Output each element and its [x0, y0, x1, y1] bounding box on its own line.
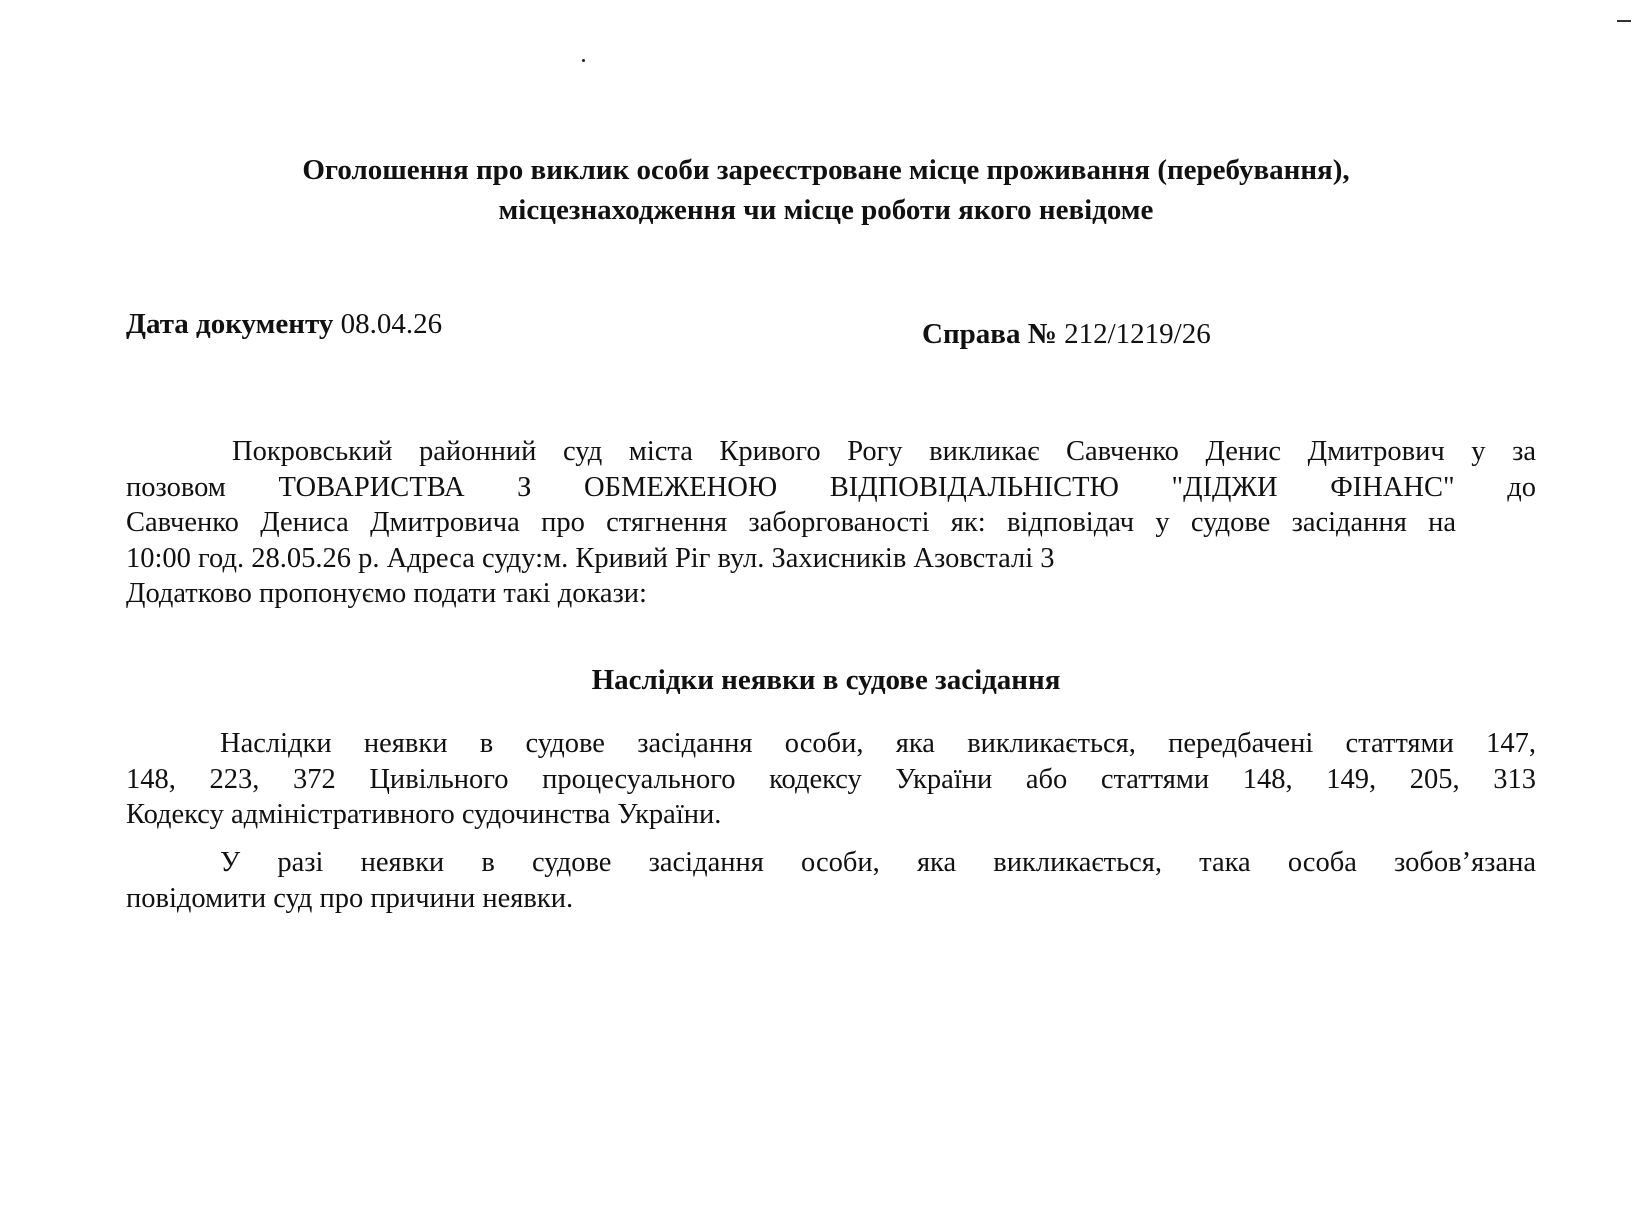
- date-label: Дата документу: [126, 308, 334, 340]
- consequences-paragraph: [126, 726, 1536, 833]
- date-value: 08.04.26: [340, 308, 443, 340]
- consequences-line: Кодексу адміністративного судочинства України.: [126, 799, 722, 830]
- summons-line: 10:00 год. 28.05.26 р. Адреса суду:м. Кривий Ріг вул. Захисників Азовсталі 3: [126, 542, 1055, 574]
- consequences-line: Наслідки неявки в судове засідання особи, яка викликається, передбачені статтями 147,: [220, 728, 1536, 759]
- case-number: [922, 318, 1211, 351]
- notice-paragraph: [126, 845, 1536, 916]
- scan-speck: [582, 59, 585, 62]
- title-line-1: Оголошення про виклик особи зареєстроване місце проживання (перебування),: [302, 154, 1350, 186]
- summons-line: Додатково пропонуємо подати такі докази:: [126, 578, 647, 609]
- summons-paragraph: [126, 434, 1536, 612]
- case-label: Справа №: [922, 318, 1057, 350]
- summons-line: Савченко Дениса Дмитровича про стягнення заборгованості як: відповідач у судове засідання на: [126, 507, 1456, 538]
- document-title: [0, 150, 1652, 230]
- summons-line: Покровський районний суд міста Кривого Рогу викликає Савченко Денис Дмитрович у за: [232, 436, 1536, 467]
- title-line-2: місцезнаходження чи місце роботи якого невідоме: [498, 194, 1154, 226]
- scan-mark: [1617, 20, 1631, 22]
- consequences-line: 148, 223, 372 Цивільного процесуального кодексу України або статтями 148, 149, 205, 313: [126, 763, 1536, 795]
- notice-line: У разі неявки в судове засідання особи, яка викликається, така особа зобов’язана: [220, 847, 1536, 878]
- case-value: 212/1219/26: [1064, 318, 1211, 350]
- document-date: [126, 308, 442, 341]
- summons-line: позовом ТОВАРИСТВА З ОБМЕЖЕНОЮ ВІДПОВІДАЛЬНІСТЮ "ДІДЖИ ФІНАНС" до: [126, 471, 1536, 503]
- consequences-heading: Наслідки неявки в судове засідання: [591, 664, 1061, 696]
- notice-line: повідомити суд про причини неявки.: [126, 882, 574, 914]
